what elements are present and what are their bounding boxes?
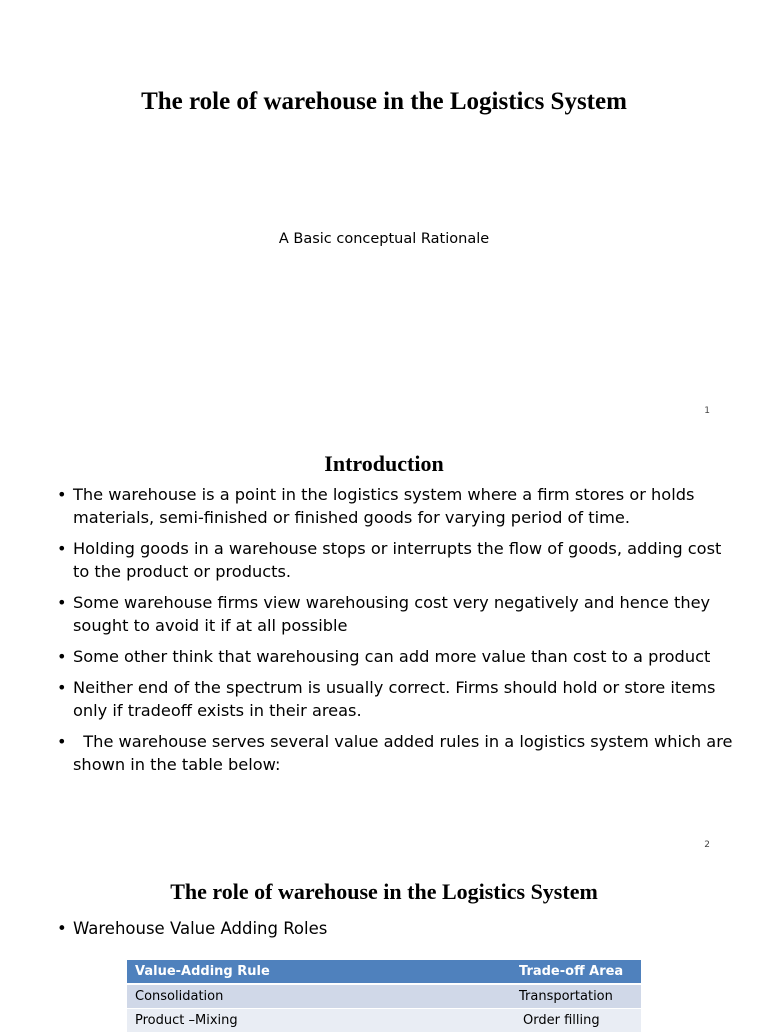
list-item: [56, 730, 736, 776]
bullet-text: The warehouse serves several value added rules in a logistics system which are shown in the table below:: [73, 732, 738, 774]
slide-1-subtitle: A Basic conceptual Rationale: [278, 231, 490, 247]
table-cell: Consolidation: [127, 984, 519, 1009]
bullet-icon: •: [57, 593, 67, 612]
list-item: [56, 591, 736, 637]
value-adding-roles-table: [127, 960, 641, 1033]
bullet-text: Neither end of the spectrum is usually correct. Firms should hold or store items only if tradeoff exists in their areas.: [73, 678, 716, 720]
list-item: [56, 676, 736, 722]
list-item: [56, 645, 736, 668]
table-cell: Product –Mixing: [127, 1009, 519, 1033]
slide-1-title: The role of warehouse in the Logistics System: [141, 88, 627, 115]
table-row: [127, 984, 641, 1009]
slide-3-title: The role of warehouse in the Logistics System: [170, 879, 598, 904]
table-header-cell: Value-Adding Rule: [127, 960, 519, 984]
bullet-text: The warehouse is a point in the logistics system where a firm stores or holds materials, semi-finished or finished goods for varying period of time.: [73, 485, 695, 527]
table-cell: Order filling: [519, 1009, 641, 1033]
table-header-cell: Trade-off Area: [519, 960, 641, 984]
table-header-row: [127, 960, 641, 984]
bullet-icon: •: [57, 485, 67, 504]
bullet-icon: •: [57, 539, 67, 558]
slide-1: [0, 0, 768, 430]
slide-2: [0, 430, 768, 860]
bullet-icon: •: [57, 647, 67, 666]
slide-1-page-number: 1: [704, 406, 710, 416]
bullet-text: Some warehouse firms view warehousing cost very negatively and hence they sought to avoid it if at all possible: [73, 593, 711, 635]
bullet-list: [56, 483, 736, 784]
bullet-text: Holding goods in a warehouse stops or interrupts the flow of goods, adding cost to the product or products.: [73, 539, 722, 581]
bullet-icon: •: [57, 732, 67, 751]
slide-2-page-number: 2: [704, 840, 710, 850]
bullet-icon: •: [57, 919, 67, 938]
bullet-text: Warehouse Value Adding Roles: [73, 919, 328, 938]
list-item: [56, 919, 327, 938]
list-item: [56, 537, 736, 583]
bullet-icon: •: [57, 678, 67, 697]
slide-2-title: Introduction: [324, 451, 444, 476]
bullet-text: Some other think that warehousing can add more value than cost to a product: [73, 647, 711, 666]
slide-3: [0, 860, 768, 1028]
list-item: [56, 483, 736, 529]
table-row: [127, 1009, 641, 1033]
table-cell: Transportation: [519, 984, 641, 1009]
